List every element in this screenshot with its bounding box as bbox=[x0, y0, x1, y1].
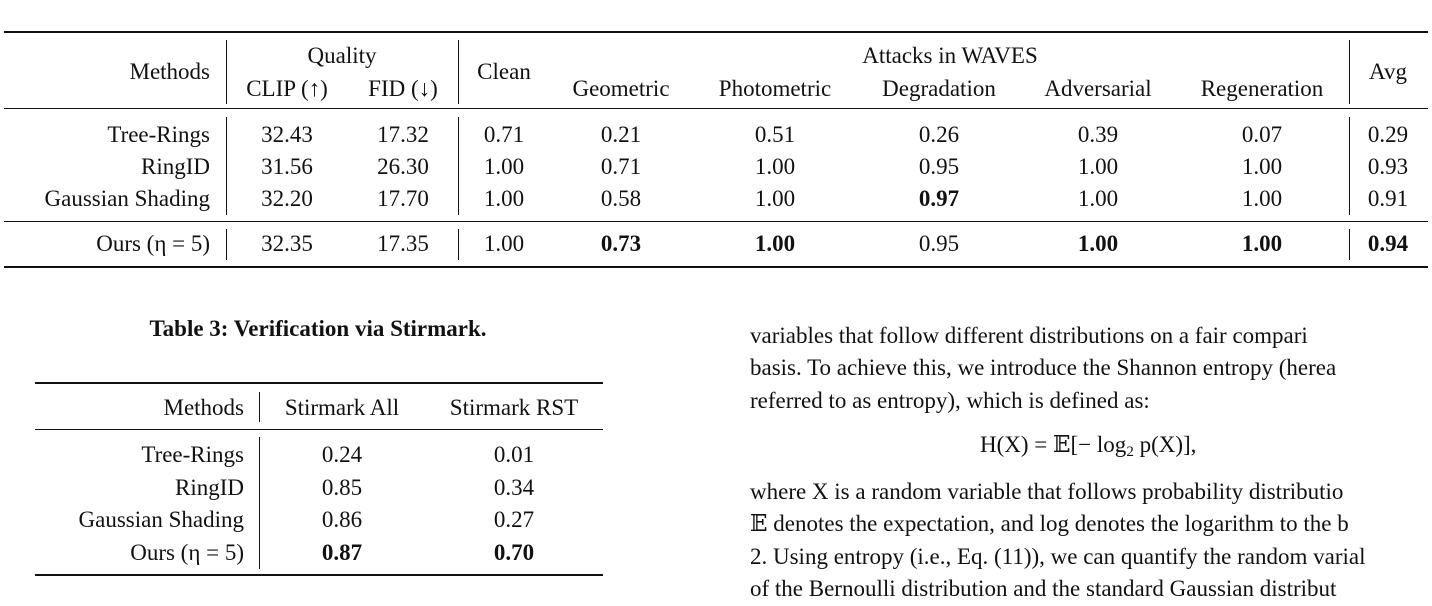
cell-fid: 26.30 bbox=[377, 154, 429, 179]
cell-photometric: 1.00 bbox=[754, 186, 796, 211]
cell-stirmark-rst: 0.34 bbox=[493, 475, 535, 500]
header-attacks: Attacks in WAVES bbox=[862, 43, 1038, 68]
vrule-methods-body bbox=[226, 117, 227, 215]
cell-clean: 0.71 bbox=[483, 122, 525, 147]
header-degradation: Degradation bbox=[882, 76, 996, 101]
cell-clip: 31.56 bbox=[261, 154, 313, 179]
table3-header-rst: Stirmark RST bbox=[449, 395, 579, 420]
cell-regeneration-best: 1.00 bbox=[1241, 231, 1283, 256]
cell-geometric: 0.21 bbox=[600, 122, 642, 147]
body-line: 𝔼 denotes the expectation, and log denotes the logarithm to the b bbox=[750, 511, 1349, 536]
table-row-method: Ours (η = 5) bbox=[130, 540, 244, 565]
body-line: referred to as entropy), which is defined as: bbox=[750, 388, 1150, 413]
cell-photometric-best: 1.00 bbox=[754, 231, 796, 256]
header-bottom-rule bbox=[4, 108, 1428, 109]
cell-degradation: 0.95 bbox=[918, 154, 960, 179]
table3-header-all: Stirmark All bbox=[284, 395, 400, 420]
vrule-quality bbox=[458, 40, 459, 104]
cell-degradation: 0.26 bbox=[918, 122, 960, 147]
cell-regeneration: 1.00 bbox=[1241, 186, 1283, 211]
cell-clip: 32.35 bbox=[261, 231, 313, 256]
vrule-attacks-ours bbox=[1349, 229, 1350, 260]
vrule-attacks-body bbox=[1349, 117, 1350, 215]
cell-stirmark-rst: 0.27 bbox=[493, 507, 535, 532]
cell-adversarial: 0.39 bbox=[1077, 122, 1119, 147]
cell-clean: 1.00 bbox=[483, 231, 525, 256]
header-adversarial: Adversarial bbox=[1044, 76, 1152, 101]
cell-stirmark-all: 0.85 bbox=[321, 475, 363, 500]
cell-regeneration: 0.07 bbox=[1241, 122, 1283, 147]
cell-degradation-best: 0.97 bbox=[918, 186, 960, 211]
header-clean: Clean bbox=[477, 59, 531, 84]
header-clip: CLIP (↑) bbox=[246, 76, 328, 101]
table-row-method: RingID bbox=[141, 154, 210, 179]
cell-fid: 17.32 bbox=[377, 122, 429, 147]
table3-header-methods: Methods bbox=[163, 395, 244, 420]
cell-clip: 32.43 bbox=[261, 122, 313, 147]
body-line: basis. To achieve this, we introduce the Shannon entropy (herea bbox=[750, 355, 1337, 380]
header-quality: Quality bbox=[307, 43, 377, 68]
cell-photometric: 0.51 bbox=[754, 122, 796, 147]
cell-stirmark-rst-best: 0.70 bbox=[493, 540, 535, 565]
header-regeneration: Regeneration bbox=[1200, 76, 1324, 101]
cell-avg-best: 0.94 bbox=[1367, 231, 1409, 256]
table-bottom-rule bbox=[4, 266, 1428, 268]
table3-vrule-body bbox=[259, 437, 260, 569]
cell-clip: 32.20 bbox=[261, 186, 313, 211]
cell-avg: 0.93 bbox=[1367, 154, 1409, 179]
cell-geometric: 0.58 bbox=[600, 186, 642, 211]
cell-avg: 0.91 bbox=[1367, 186, 1409, 211]
table-row-method: RingID bbox=[175, 475, 244, 500]
cell-adversarial: 1.00 bbox=[1077, 154, 1119, 179]
body-line: 2. Using entropy (i.e., Eq. (11)), we can quantify the random varial bbox=[750, 544, 1366, 569]
cell-stirmark-all: 0.24 bbox=[321, 442, 363, 467]
header-methods: Methods bbox=[129, 59, 210, 84]
vrule-quality-body bbox=[458, 117, 459, 215]
table-top-rule bbox=[4, 31, 1428, 33]
vrule-quality-ours bbox=[458, 229, 459, 260]
table-row-method: Ours (η = 5) bbox=[96, 231, 210, 256]
table3-caption: Table 3: Verification via Stirmark. bbox=[149, 316, 487, 341]
body-line: variables that follow different distributions on a fair compari bbox=[750, 323, 1308, 348]
table3-top-rule bbox=[35, 382, 603, 384]
cell-stirmark-all: 0.86 bbox=[321, 507, 363, 532]
cell-degradation: 0.95 bbox=[918, 231, 960, 256]
cell-adversarial: 1.00 bbox=[1077, 186, 1119, 211]
cell-clean: 1.00 bbox=[483, 186, 525, 211]
table-row-method: Tree-Rings bbox=[107, 122, 210, 147]
log-base: 2 bbox=[1126, 444, 1134, 460]
header-geometric: Geometric bbox=[572, 76, 670, 101]
table3-vrule-header bbox=[259, 392, 260, 422]
entropy-equation bbox=[980, 432, 1196, 458]
table-row-method: Tree-Rings bbox=[141, 442, 244, 467]
vrule-attacks bbox=[1349, 40, 1350, 104]
body-line: of the Bernoulli distribution and the standard Gaussian distribut bbox=[750, 576, 1337, 601]
header-avg: Avg bbox=[1369, 59, 1407, 84]
cell-regeneration: 1.00 bbox=[1241, 154, 1283, 179]
cell-stirmark-all-best: 0.87 bbox=[321, 540, 363, 565]
ours-separator-rule bbox=[4, 221, 1428, 222]
cell-photometric: 1.00 bbox=[754, 154, 796, 179]
table3-header-rule bbox=[35, 429, 603, 430]
cell-geometric: 0.71 bbox=[600, 154, 642, 179]
cell-clean: 1.00 bbox=[483, 154, 525, 179]
body-line: where X is a random variable that follows probability distributio bbox=[750, 479, 1344, 504]
equation-rhs: p(X)], bbox=[1133, 432, 1197, 457]
cell-fid: 17.70 bbox=[377, 186, 429, 211]
cell-geometric-best: 0.73 bbox=[600, 231, 642, 256]
cell-fid: 17.35 bbox=[377, 231, 429, 256]
cell-stirmark-rst: 0.01 bbox=[493, 442, 535, 467]
header-fid: FID (↓) bbox=[368, 76, 438, 101]
header-photometric: Photometric bbox=[718, 76, 832, 101]
cell-avg: 0.29 bbox=[1367, 122, 1409, 147]
table-row-method: Gaussian Shading bbox=[78, 507, 244, 532]
table-row-method: Gaussian Shading bbox=[44, 186, 210, 211]
equation-lhs: H(X) = 𝔼[− log bbox=[980, 432, 1127, 457]
table3-bottom-rule bbox=[35, 574, 603, 576]
vrule-methods-ours bbox=[226, 229, 227, 260]
cell-adversarial-best: 1.00 bbox=[1077, 231, 1119, 256]
vrule-methods bbox=[226, 40, 227, 104]
